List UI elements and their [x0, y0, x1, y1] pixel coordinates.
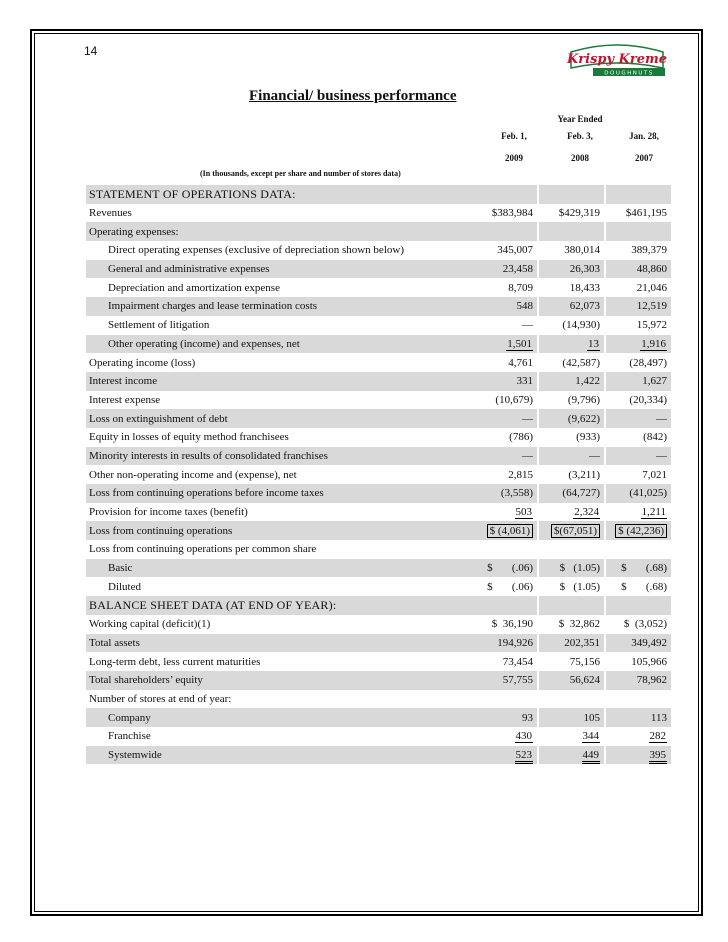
cell-value: 194,926: [472, 634, 537, 653]
cell-value: 75,156: [569, 655, 600, 668]
cell-value: 548: [472, 297, 537, 316]
cell-value: $ (42,236): [606, 521, 671, 540]
cell-value: $(67,051): [539, 521, 604, 540]
column-header-2008: Feb. 3, 2008: [567, 131, 593, 163]
row-label: Operating expenses:: [86, 222, 472, 241]
row-label: Interest income: [86, 372, 472, 391]
cell-value: $461,195: [625, 207, 667, 220]
cell-value: 2,324: [574, 506, 599, 519]
cell-value: 48,860: [606, 260, 671, 279]
page-number: 14: [84, 44, 98, 58]
table-row: [86, 634, 671, 653]
cell-value: [472, 185, 537, 204]
row-label: STATEMENT OF OPERATIONS DATA:: [86, 185, 472, 204]
cell-value: 1,627: [606, 372, 671, 391]
table-row: [86, 521, 671, 540]
row-label: Provision for income taxes (benefit): [89, 506, 248, 519]
row-label: Settlement of litigation: [108, 319, 210, 332]
cell-value: 78,962: [606, 671, 671, 690]
cell-value: $ (.68): [606, 559, 671, 578]
row-label: Diluted: [108, 580, 141, 593]
year-ended-header: Year Ended: [557, 114, 603, 124]
cell-value: [606, 540, 671, 559]
cell-value: 380,014: [564, 244, 600, 257]
cell-value: 430: [515, 730, 532, 743]
cell-value: (20,334): [629, 393, 667, 406]
table-row: [86, 241, 671, 260]
row-label: Total shareholders’ equity: [86, 671, 472, 690]
row-label: Loss on extinguishment of debt: [86, 409, 472, 428]
cell-value: 26,303: [539, 260, 604, 279]
cell-value: $ 36,190: [491, 618, 533, 631]
cell-value: [472, 540, 537, 559]
cell-value: 345,007: [497, 244, 533, 257]
cell-value: 331: [472, 372, 537, 391]
cell-value: $ 32,862: [558, 618, 600, 631]
cell-value: 7,021: [642, 468, 667, 481]
row-label: Long-term debt, less current maturities: [89, 655, 261, 668]
row-label: Minority interests in results of consolidated franchises: [86, 447, 472, 466]
unit-note: (In thousands, except per share and number of stores data): [200, 169, 401, 178]
krispy-kreme-logo: [567, 40, 667, 78]
cell-value: $ (.06): [472, 559, 537, 578]
table-row: [86, 391, 671, 410]
table-row: [86, 465, 671, 484]
cell-value: [606, 596, 671, 615]
row-label: Loss from continuing operations: [86, 521, 472, 540]
cell-value: $ (.68): [621, 580, 667, 593]
cell-value: [472, 690, 537, 709]
cell-value: 503: [515, 506, 532, 519]
cell-value: [606, 690, 671, 709]
table-row: [86, 297, 671, 316]
table-row: [86, 372, 671, 391]
cell-value: [539, 690, 604, 709]
cell-value: —: [522, 319, 533, 332]
row-label: Equity in losses of equity method franchisees: [89, 431, 289, 444]
table-row: [86, 652, 671, 671]
page-title: Financial/ business performance: [249, 88, 457, 104]
cell-value: $429,319: [558, 207, 600, 220]
row-label: Other non-operating income and (expense), net: [89, 468, 297, 481]
cell-value: —: [606, 409, 671, 428]
row-label: Revenues: [89, 207, 132, 220]
cell-value: 93: [472, 708, 537, 727]
table-row: [86, 690, 671, 709]
row-label: BALANCE SHEET DATA (AT END OF YEAR):: [86, 596, 472, 615]
cell-value: —: [606, 447, 671, 466]
svg-text:DOUGHNUTS: DOUGHNUTS: [604, 70, 654, 77]
cell-value: 73,454: [502, 655, 533, 668]
table-row: [86, 727, 671, 746]
table-row: [86, 559, 671, 578]
cell-value: $ (.06): [487, 580, 533, 593]
cell-value: 344: [582, 730, 599, 743]
table-row: [86, 596, 671, 615]
cell-value: (41,025): [606, 484, 671, 503]
table-row: [86, 335, 671, 354]
row-label: Number of stores at end of year:: [89, 692, 232, 705]
row-label: Other operating (income) and expenses, net: [86, 335, 472, 354]
cell-value: 282: [649, 730, 666, 743]
row-label: General and administrative expenses: [86, 260, 472, 279]
row-label: Direct operating expenses (exclusive of depreciation shown below): [108, 244, 404, 257]
cell-value: [472, 596, 537, 615]
table-row: [86, 222, 671, 241]
cell-value: 15,972: [636, 319, 667, 332]
cell-value: 4,761: [508, 356, 533, 369]
row-label: Working capital (deficit)(1): [89, 618, 211, 631]
row-label: Impairment charges and lease termination costs: [86, 297, 472, 316]
row-label: Loss from continuing operations per common share: [89, 543, 317, 556]
svg-text:Krispy Kreme: Krispy Kreme: [567, 52, 667, 67]
cell-value: [472, 222, 537, 241]
table-row: [86, 409, 671, 428]
cell-value: (10,679): [495, 393, 533, 406]
row-label: Loss from continuing operations before income taxes: [86, 484, 472, 503]
table-row: [86, 577, 671, 596]
table-row: [86, 671, 671, 690]
table-row: [86, 484, 671, 503]
row-label: Systemwide: [86, 746, 472, 765]
cell-value: (3,211): [568, 468, 600, 481]
cell-value: (9,622): [539, 409, 604, 428]
cell-value: 57,755: [472, 671, 537, 690]
cell-value: 1,916: [606, 335, 671, 354]
cell-value: $ (1.05): [559, 580, 600, 593]
cell-value: 23,458: [472, 260, 537, 279]
column-header-2009: Feb. 1, 2009: [501, 131, 527, 163]
cell-value: (42,587): [562, 356, 600, 369]
cell-value: [606, 185, 671, 204]
table-row: [86, 185, 671, 204]
financial-table: [86, 185, 671, 764]
cell-value: 62,073: [539, 297, 604, 316]
cell-value: (14,930): [562, 319, 600, 332]
cell-value: (786): [509, 431, 533, 444]
table-row: [86, 615, 671, 634]
cell-value: 523: [472, 746, 537, 765]
table-row: [86, 708, 671, 727]
cell-value: 13: [539, 335, 604, 354]
table-row: [86, 746, 671, 765]
cell-value: [539, 185, 604, 204]
row-label: Operating income (loss): [89, 356, 196, 369]
cell-value: 1,422: [539, 372, 604, 391]
cell-value: 449: [539, 746, 604, 765]
cell-value: 12,519: [606, 297, 671, 316]
table-row: [86, 428, 671, 447]
table-row: [86, 204, 671, 223]
row-label: Depreciation and amortization expense: [108, 281, 280, 294]
table-row: [86, 260, 671, 279]
cell-value: 113: [606, 708, 671, 727]
cell-value: $ (4,061): [472, 521, 537, 540]
cell-value: 21,046: [636, 281, 667, 294]
table-row: [86, 447, 671, 466]
table-row: [86, 278, 671, 297]
cell-value: (842): [643, 431, 667, 444]
cell-value: $ (3,052): [623, 618, 667, 631]
cell-value: —: [539, 447, 604, 466]
row-label: Basic: [86, 559, 472, 578]
cell-value: 395: [606, 746, 671, 765]
cell-value: (28,497): [629, 356, 667, 369]
cell-value: —: [472, 409, 537, 428]
cell-value: 18,433: [569, 281, 600, 294]
cell-value: [539, 222, 604, 241]
cell-value: —: [472, 447, 537, 466]
cell-value: (933): [576, 431, 600, 444]
table-row: [86, 503, 671, 522]
row-label: Total assets: [86, 634, 472, 653]
cell-value: 8,709: [508, 281, 533, 294]
cell-value: 349,492: [606, 634, 671, 653]
cell-value: (64,727): [539, 484, 604, 503]
cell-value: 105,966: [631, 655, 667, 668]
cell-value: (3,558): [472, 484, 537, 503]
cell-value: 105: [539, 708, 604, 727]
table-row: [86, 540, 671, 559]
cell-value: [606, 222, 671, 241]
cell-value: $383,984: [491, 207, 533, 220]
cell-value: 2,815: [508, 468, 533, 481]
cell-value: 1,211: [641, 506, 666, 519]
cell-value: $ (1.05): [539, 559, 604, 578]
row-label: Franchise: [108, 730, 151, 743]
cell-value: 202,351: [539, 634, 604, 653]
table-row: [86, 316, 671, 335]
cell-value: (9,796): [567, 393, 600, 406]
column-header-2007: Jan. 28, 2007: [629, 131, 659, 163]
cell-value: [539, 596, 604, 615]
table-row: [86, 353, 671, 372]
cell-value: 1,501: [472, 335, 537, 354]
cell-value: 56,624: [539, 671, 604, 690]
cell-value: 389,379: [631, 244, 667, 257]
row-label: Company: [86, 708, 472, 727]
cell-value: [539, 540, 604, 559]
row-label: Interest expense: [89, 393, 161, 406]
